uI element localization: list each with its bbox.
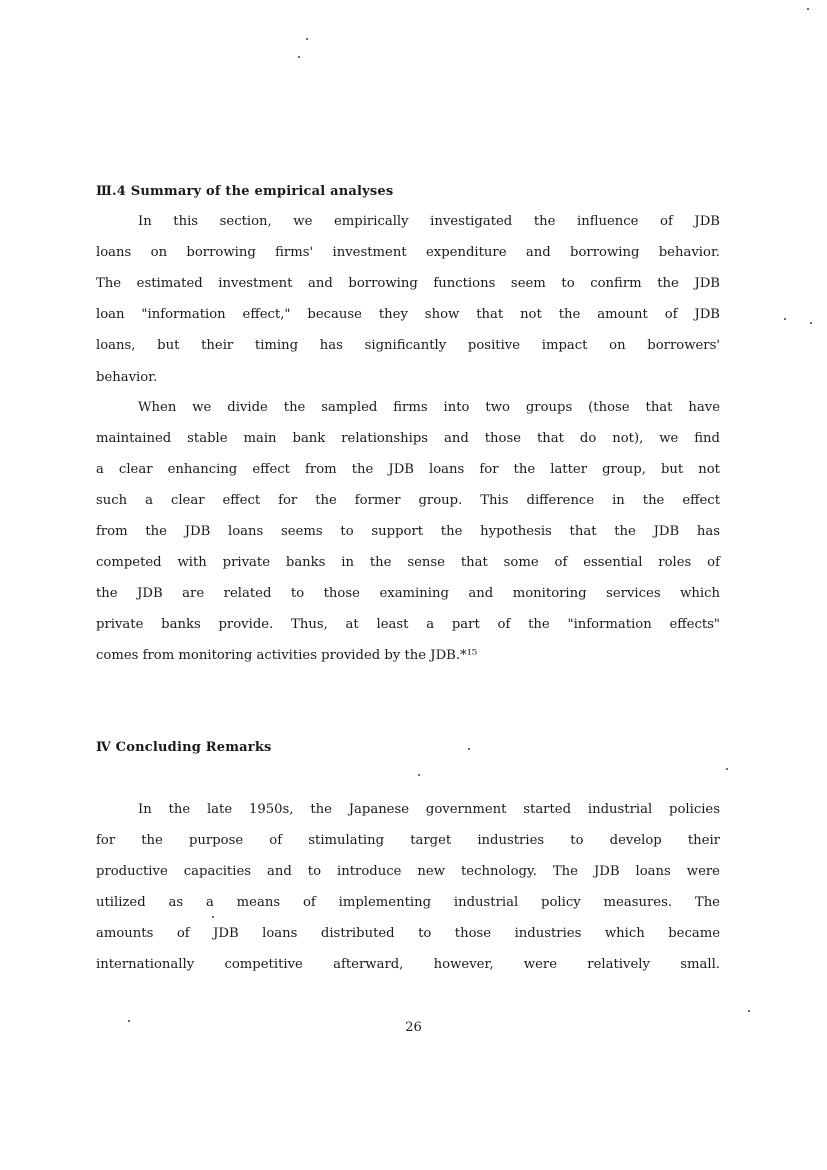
text-line: In the late 1950s, the Japanese government started industrial policies [138,802,720,817]
scan-speck [784,318,786,320]
text-line: amounts of JDB loans distributed to those industries which became [96,926,720,941]
text-line: loan "information effect," because they show that not the amount of JDB [96,307,720,322]
text-line: internationally competitive afterward, however, were relatively small. [96,957,720,972]
text-line: a clear enhancing effect from the JDB loans for the latter group, but not [96,462,720,477]
scan-speck [306,38,308,40]
text-line: productive capacities and to introduce new technology. The JDB loans were [96,864,720,879]
text-line: When we divide the sampled firms into two groups (those that have [138,400,720,415]
text-line: such a clear effect for the former group. This difference in the effect [96,493,720,508]
text-line: loans on borrowing firms' investment expenditure and borrowing behavior. [96,245,720,260]
text-line: private banks provide. Thus, at least a part of the "information effects" [96,617,720,632]
section-heading-concluding-remarks: Ⅳ Concluding Remarks [96,740,272,755]
text-line: loans, but their timing has significantly positive impact on borrowers' [96,338,720,353]
text-line: In this section, we empirically investigated the influence of JDB [138,214,720,229]
text-line: behavior. [96,370,158,385]
text-line: maintained stable main bank relationships and those that do not), we find [96,431,720,446]
text-line: utilized as a means of implementing industrial policy measures. The [96,895,720,910]
scan-speck [468,748,470,750]
scan-speck [726,768,728,770]
scan-speck [810,322,812,324]
text-line: the JDB are related to those examining and monitoring services which [96,586,720,601]
scan-speck [128,1020,130,1022]
scan-speck [748,1010,750,1012]
text-line: The estimated investment and borrowing functions seem to confirm the JDB [96,276,720,291]
text-line-with-footnote: comes from monitoring activities provided by the JDB.*¹⁵ [96,648,478,663]
section-heading-summary: Ⅲ.4 Summary of the empirical analyses [96,184,394,199]
scan-speck [212,916,214,918]
scan-speck [298,56,300,58]
scan-speck [807,8,809,10]
scan-speck [418,774,420,776]
page-number: 26 [405,1020,422,1035]
text-line: for the purpose of stimulating target industries to develop their [96,833,720,848]
text-line: from the JDB loans seems to support the hypothesis that the JDB has [96,524,720,539]
text-line: competed with private banks in the sense that some of essential roles of [96,555,720,570]
